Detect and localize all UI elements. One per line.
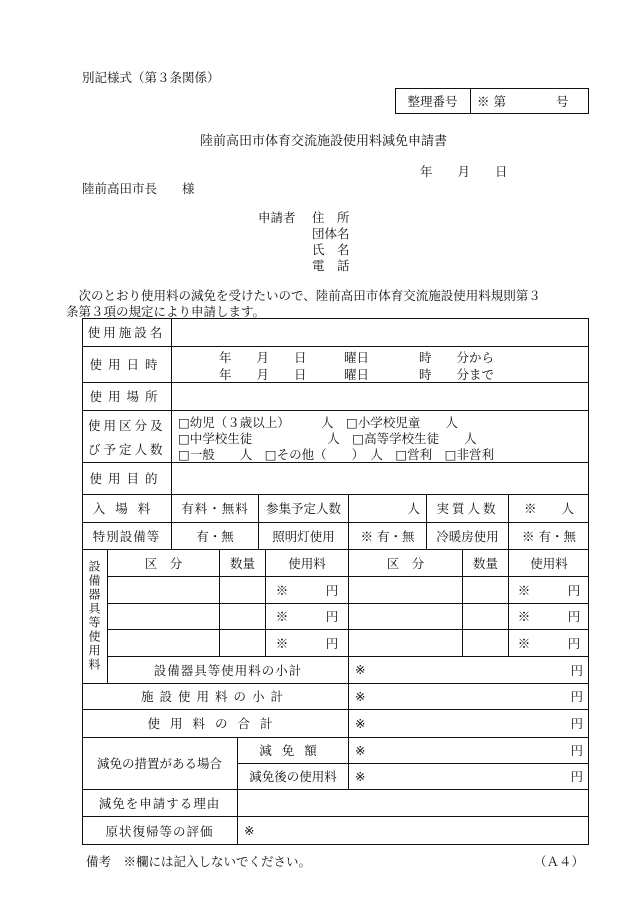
category-options-line1[interactable]: □幼児（３歳以上） 人 □小学校児童 人: [178, 415, 458, 430]
reduction-amount-yen[interactable]: 円: [570, 743, 583, 758]
aircon-value[interactable]: ※ 有・無: [522, 528, 576, 544]
equipment-fee-cell[interactable]: ※ 円: [517, 582, 581, 598]
datetime-end[interactable]: 年 月 日 曜日 時 分まで: [219, 367, 495, 382]
intro-text-line1: 次のとおり使用料の減免を受けたいので、陸前高田市体育交流施設使用料規則第３: [66, 288, 541, 303]
reduction-amount-mark: ※: [355, 742, 366, 758]
equipment-subtotal-yen[interactable]: 円: [570, 662, 583, 678]
special-equipment-value[interactable]: 有・無: [196, 528, 234, 544]
facility-name-field[interactable]: [172, 319, 588, 346]
total-fee-label: 使用料の合計: [147, 716, 283, 731]
after-reduction-yen[interactable]: 円: [570, 769, 583, 784]
category-label-line2: び予定人数: [88, 442, 166, 457]
col-header-kubun-left: 区 分: [144, 555, 183, 571]
datetime-label: 使用日時: [89, 357, 164, 372]
application-date[interactable]: 年 月 日: [420, 164, 508, 179]
equipment-fee-side-label: 設備器具等使用料: [87, 560, 101, 672]
col-header-qty-left: 数量: [229, 555, 255, 571]
purpose-field[interactable]: [172, 463, 588, 494]
paper-size: （Ａ４）: [534, 854, 585, 869]
applicant-org-label: 団体名: [312, 226, 350, 241]
applicant-phone-label: 電 話: [312, 258, 350, 273]
aircon-label: 冷暖房使用: [436, 528, 499, 544]
reason-field[interactable]: [238, 790, 588, 816]
participants-label: 参集予定人数: [265, 501, 341, 516]
equipment-fee-cell[interactable]: ※ 円: [517, 609, 581, 624]
datetime-start[interactable]: 年 月 日 曜日 時 分から: [219, 350, 495, 365]
applicant-name-label: 氏 名: [312, 242, 350, 257]
restoration-label: 原状復帰等の評価: [105, 823, 214, 839]
after-reduction-mark: ※: [355, 768, 366, 784]
category-options-line2[interactable]: □中学校生徒 人 □高等学校生徒 人: [178, 431, 477, 446]
lighting-value[interactable]: ※ 有・無: [360, 528, 415, 544]
reference-number-label: 整理番号: [407, 94, 458, 109]
place-field[interactable]: [172, 383, 588, 410]
category-options-line3[interactable]: □一般 人 □その他（ ） 人 □営利 □非営利: [178, 447, 494, 462]
after-reduction-label: 減免後の使用料: [249, 769, 337, 784]
facility-subtotal-yen[interactable]: 円: [570, 689, 583, 704]
footer-note: 備考 ※欄には記入しないでください。: [86, 854, 312, 869]
reason-label: 減免を申請する理由: [98, 795, 221, 811]
admission-value[interactable]: 有料・無料: [181, 501, 249, 516]
facility-subtotal-label: 施設使用料の小計: [140, 689, 289, 704]
row-line: [82, 410, 589, 411]
reduction-amount-label: 減免額: [259, 743, 327, 758]
equipment-subtotal-label: 設備器具等使用料の小計: [153, 662, 303, 678]
category-label-line1: 使用区分及: [88, 418, 166, 433]
purpose-label: 使用目的: [89, 471, 164, 486]
reduction-section-label: 減免の措置がある場合: [96, 756, 222, 771]
col-header-kubun-right: 区 分: [386, 555, 425, 571]
equipment-fee-cell[interactable]: ※ 円: [275, 582, 339, 598]
applicant-address-label: 住 所: [312, 210, 350, 225]
col-header-qty-right: 数量: [472, 555, 498, 571]
col-header-fee-left: 使用料: [288, 555, 326, 571]
intro-text-line2: 条第３項の規定により申請します。: [66, 304, 266, 319]
equipment-subtotal-mark: ※: [355, 662, 366, 677]
total-fee-yen[interactable]: 円: [570, 716, 583, 731]
facility-name-label: 使用施設名: [87, 325, 166, 340]
actual-count-field[interactable]: ※ 人: [523, 501, 574, 516]
lighting-label: 照明灯使用: [272, 528, 335, 544]
admission-label: 入場料: [92, 501, 161, 516]
actual-count-label: 実質人数: [436, 501, 499, 516]
restoration-field[interactable]: ※: [244, 823, 255, 838]
equipment-fee-cell[interactable]: ※ 円: [275, 635, 339, 651]
participants-field[interactable]: 人: [407, 501, 420, 516]
reference-number-field[interactable]: ※ 第 号: [477, 94, 569, 109]
addressee: 陸前高田市長 様: [82, 181, 195, 196]
document-title: 陸前高田市体育交流施設使用料減免申請書: [200, 134, 448, 149]
applicant-label: 申請者: [258, 210, 296, 225]
equipment-fee-cell[interactable]: ※ 円: [517, 635, 581, 651]
facility-subtotal-mark: ※: [355, 688, 366, 704]
special-equipment-label: 特別設備等: [92, 528, 161, 544]
equipment-fee-cell[interactable]: ※ 円: [275, 609, 339, 624]
place-label: 使用場所: [89, 389, 164, 404]
total-fee-mark: ※: [355, 715, 366, 731]
form-number-label: 別記様式（第３条関係）: [82, 70, 220, 85]
col-header-fee-right: 使用料: [530, 555, 568, 571]
